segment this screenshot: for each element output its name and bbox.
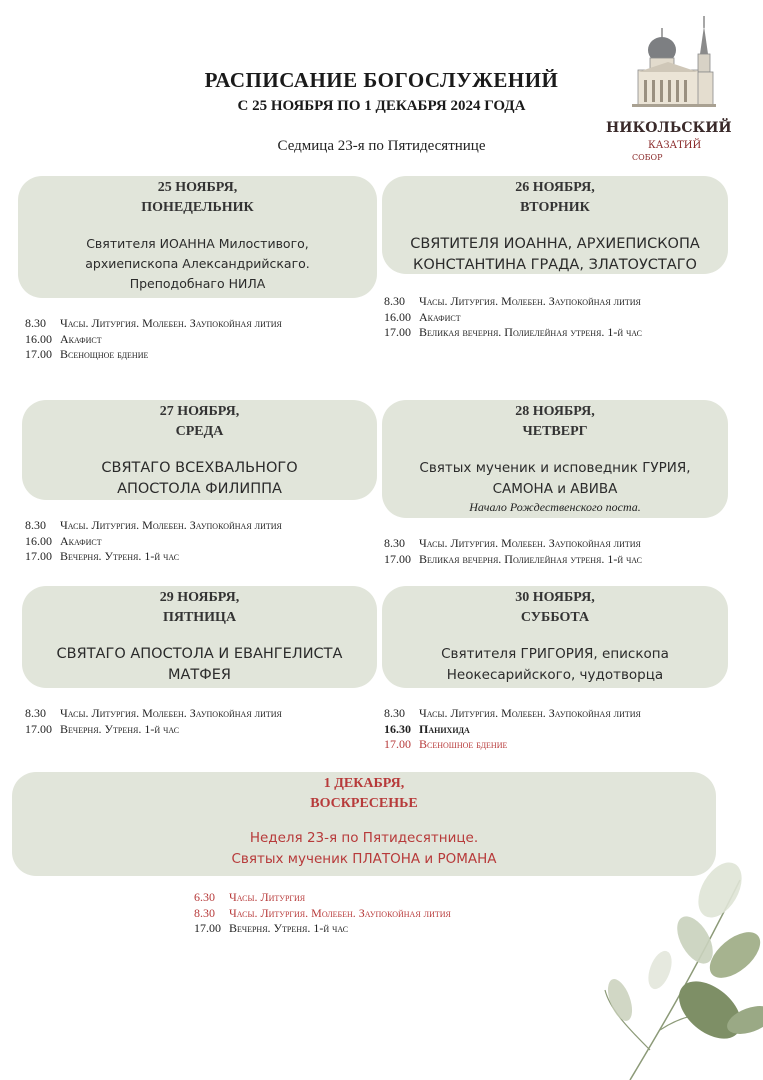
day-date: 27 НОЯБРЯ,	[159, 404, 240, 419]
service-row: 8.30 Часы. Литургия. Молебен. Заупокойная лития	[25, 316, 282, 330]
logo-text-1: НИКОЛЬСКИЙ	[606, 120, 732, 136]
day-card-28-nov	[382, 400, 728, 518]
day-date: 30 НОЯБРЯ,	[515, 590, 595, 605]
day-feast-line-2: Святых мученик ПЛАТОНА и РОМАНА	[231, 851, 497, 867]
day-feast: Святых мученик и исповедник ГУРИЯ, САМОНА и АВИВА	[419, 460, 691, 497]
schedule-30-nov	[384, 706, 641, 753]
service-row: 16.00 Акафист	[25, 533, 102, 548]
day-weekday: ВТОРНИК	[520, 200, 590, 215]
service-row: 17.00 Великая вечерня. Полиелейная утреня. 1-й час	[384, 325, 643, 339]
day-date: 1 ДЕКАБРЯ,	[323, 776, 405, 791]
day-feast: СВЯТАГО АПОСТОЛА И ЕВАНГЕЛИСТА МАТФЕЯ	[56, 646, 343, 683]
day-feast: Святителя ГРИГОРИЯ, епископа Неокесарийского, чудотворца	[441, 646, 669, 683]
logo-text-3: СОБОР	[632, 153, 663, 162]
day-weekday: ВОСКРЕСЕНЬЕ	[310, 796, 418, 811]
day-card-30-nov	[382, 586, 728, 688]
page-title: РАСПИСАНИЕ БОГОСЛУЖЕНИЙ	[204, 68, 559, 92]
service-row: 17.00 Вечерня. Утреня. 1-й час	[194, 921, 349, 935]
service-row: 8.30 Часы. Литургия. Молебен. Заупокойная лития	[25, 706, 282, 720]
day-date: 29 НОЯБРЯ,	[159, 590, 240, 605]
service-row: 16.30 Панихида	[384, 721, 470, 736]
day-date: 25 НОЯБРЯ,	[157, 180, 238, 195]
week-label: Седмица 23-я по Пятидесятнице	[277, 138, 486, 154]
service-row: 16.00 Акафист	[384, 309, 461, 324]
day-weekday: ЧЕТВЕРГ	[522, 424, 588, 439]
leaves-decoration	[600, 860, 763, 1080]
service-row: 6.30 Часы. Литургия	[194, 890, 306, 904]
page-subtitle: С 25 НОЯБРЯ ПО 1 ДЕКАБРЯ 2024 ГОДА	[237, 98, 526, 114]
day-card-27-nov	[22, 400, 377, 500]
day-feast: Святителя ИОАННА Милостивого, архиепископа Александрийскаго. Преподобнаго НИЛА	[85, 236, 310, 291]
day-date: 26 НОЯБРЯ,	[515, 180, 595, 195]
day-card-29-nov	[22, 586, 377, 688]
schedule-26-nov	[384, 294, 642, 341]
service-row: 17.00 Великая вечерня. Полиелейная утреня. 1-й час	[384, 551, 643, 566]
service-row: 8.30 Часы. Литургия. Молебен. Заупокойная лития	[25, 518, 282, 532]
day-weekday: ПЯТНИЦА	[162, 610, 237, 625]
day-feast: СВЯТИТЕЛЯ ИОАННА, АРХИЕПИСКОПА КОНСТАНТИНА ГРАДА, ЗЛАТОУСТАГО	[410, 236, 700, 273]
day-feast: СВЯТАГО ВСЕХВАЛЬНОГО АПОСТОЛА ФИЛИППА	[101, 460, 298, 497]
service-row: 8.30 Часы. Литургия. Молебен. Заупокойная лития	[194, 905, 451, 920]
service-row: 8.30 Часы. Литургия. Молебен. Заупокойная лития	[384, 536, 641, 550]
day-card-26-nov	[382, 176, 728, 274]
service-row: 17.00 Вечерня. Утреня. 1-й час	[25, 549, 180, 563]
service-row: 17.00 Вечерня. Утреня. 1-й час	[25, 721, 180, 736]
schedule-27-nov	[25, 518, 282, 565]
schedule-25-nov	[25, 316, 282, 363]
schedule-29-nov	[25, 706, 282, 737]
day-weekday: СРЕДА	[175, 424, 224, 439]
schedule-1-dec	[194, 890, 451, 937]
service-row: 17.00 Всеношное бдение	[384, 737, 508, 751]
service-row: 8.30 Часы. Литургия. Молебен. Заупокойная лития	[384, 706, 641, 720]
service-row: 17.00 Всенощное бдение	[25, 347, 149, 361]
day-date: 28 НОЯБРЯ,	[515, 404, 595, 419]
day-card-25-nov	[18, 176, 377, 298]
logo-text-2: КАЗАТИЙ	[648, 140, 702, 151]
service-row: 8.30 Часы. Литургия. Молебен. Заупокойная лития	[384, 294, 641, 308]
cathedral-logo	[604, 14, 732, 162]
day-note: Начало Рождественского поста.	[469, 500, 641, 514]
day-feast-line-1: Неделя 23-я по Пятидесятнице.	[249, 830, 479, 846]
service-row: 16.00 Акафист	[25, 331, 102, 346]
day-weekday: ПОНЕДЕЛЬНИК	[141, 200, 254, 215]
day-weekday: СУББОТА	[520, 610, 590, 625]
schedule-28-nov	[384, 536, 642, 567]
